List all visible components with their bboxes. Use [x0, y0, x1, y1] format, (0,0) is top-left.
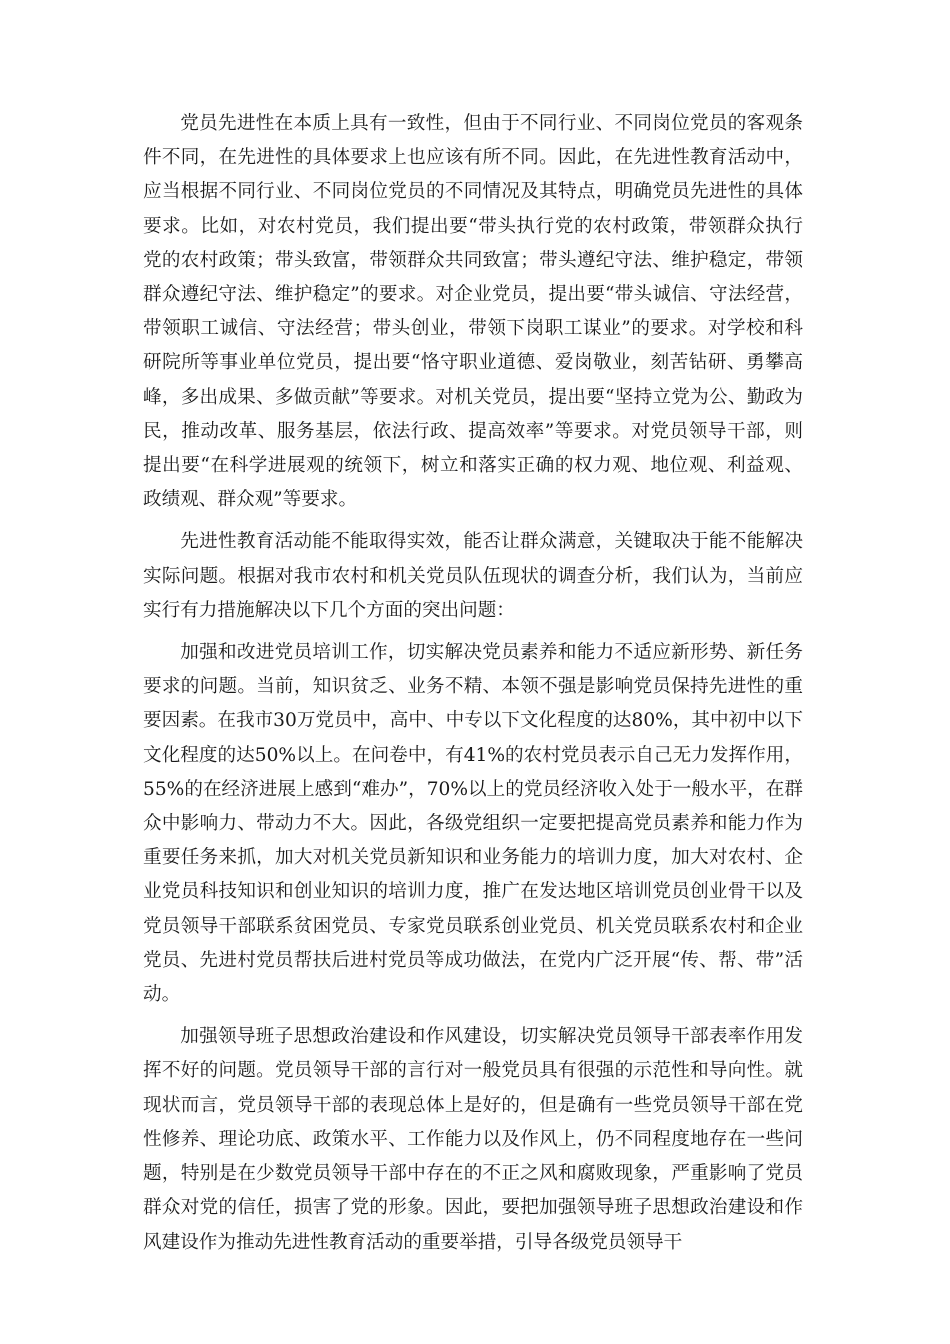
paragraph-3: 加强和改进党员培训工作，切实解决党员素养和能力不适应新形势、新任务要求的问题。当前，知识贫乏、业务不精、本领不强是影响党员保持先进性的重要因素。在我市30万党员中，高中、中专以下文化程度的达80%，其中初中以下文化程度的达50%以上。在问卷中，有41%的农村党员表示自己无力发挥作用，55%的在经济进展上感到“难办”，70%以上的党员经济收入处于一般水平，在群众中影响力、带动力不大。因此，各级党组织一定要把提高党员素养和能力作为重要任务来抓，加大对机关党员新知识和业务能力的培训力度，加大对农村、企业党员科技知识和创业知识的培训力度，推广在发达地区培训党员创业骨干以及党员领导干部联系贫困党员、专家党员联系创业党员、机关党员联系农村和企业党员、先进村党员帮扶后进村党员等成功做法，在党内广泛开展“传、帮、带”活动。 — [143, 642, 803, 1006]
document-body — [143, 107, 803, 1260]
paragraph-1: 党员先进性在本质上具有一致性，但由于不同行业、不同岗位党员的客观条件不同，在先进性的具体要求上也应该有所不同。因此，在先进性教育活动中，应当根据不同行业、不同岗位党员的不同情况及其特点，明确党员先进性的具体要求。比如，对农村党员，我们提出要“带头执行党的农村政策，带领群众执行党的农村政策；带头致富，带领群众共同致富；带头遵纪守法、维护稳定，带领群众遵纪守法、维护稳定”的要求。对企业党员，提出要“带头诚信、守法经营，带领职工诚信、守法经营；带头创业，带领下岗职工谋业”的要求。对学校和科研院所等事业单位党员，提出要“恪守职业道德、爱岗敬业，刻苦钻研、勇攀高峰，多出成果、多做贡献”等要求。对机关党员，提出要“坚持立党为公、勤政为民，推动改革、服务基层，依法行政、提高效率”等要求。对党员领导干部，则提出要“在科学进展观的统领下，树立和落实正确的权力观、地位观、利益观、政绩观、群众观”等要求。 — [143, 113, 803, 511]
paragraph-4: 加强领导班子思想政治建设和作风建设，切实解决党员领导干部表率作用发挥不好的问题。党员领导干部的言行对一般党员具有很强的示范性和导向性。就现状而言，党员领导干部的表现总体上是好的，但是确有一些党员领导干部在党性修养、理论功底、政策水平、工作能力以及作风上，仍不同程度地存在一些问题，特别是在少数党员领导干部中存在的不正之风和腐败现象，严重影响了党员群众对党的信任，损害了党的形象。因此，要把加强领导班子思想政治建设和作风建设作为推动先进性教育活动的重要举措，引导各级党员领导干 — [143, 1026, 803, 1253]
paragraph-2: 先进性教育活动能不能取得实效，能否让群众满意，关键取决于能不能解决实际问题。根据对我市农村和机关党员队伍现状的调查分析，我们认为，当前应实行有力措施解决以下几个方面的突出问题： — [143, 531, 803, 621]
